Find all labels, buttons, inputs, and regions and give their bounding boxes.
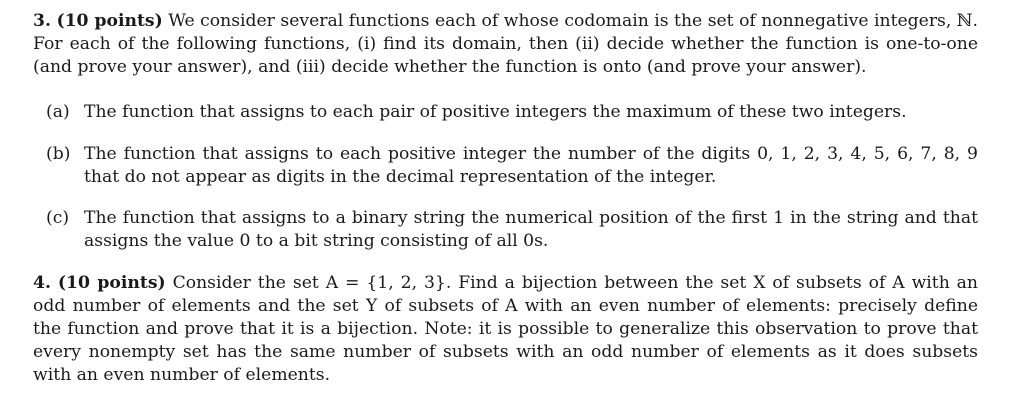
problem-3-points: (10 points) [56,11,163,31]
item-label: (a) [46,102,70,122]
item-text: The function that assigns to each positive integer the number of the digits 0, 1, 2, 3, 4, 5, 6, 7, 8, 9 that do not appear as digits in the decimal representation of the integer. [84,144,978,187]
problem-4-number: 4. [33,273,51,293]
problem-3-item-b [46,143,978,189]
problem-3-text: We consider several functions each of whose codomain is the set of nonnegative integers, ℕ. For each of the following functions, (i) find its domain, then (ii) decide whether the function is one-to-one (and prove your answer), and (iii) decide whether the function is onto (and prove your answer). [33,11,978,77]
problem-4-text: Consider the set A = {1, 2, 3}. Find a bijection between the set X of subsets of A with an odd number of elements and the set Y of subsets of A with an even number of elements: precisely define the function and prove that it is a bijection. Note: it is possible to generalize this observation to prove that every nonempty set has the same number of subsets with an odd number of elements as it does subsets with an even number of elements. [33,273,979,385]
problem-3 [33,10,978,79]
problem-3-item-a [46,101,978,124]
problem-3-number: 3. [33,11,51,31]
item-label: (b) [46,144,71,164]
problem-4-points: (10 points) [57,273,166,293]
problem-3-item-c [46,207,978,253]
item-label: (c) [46,208,70,228]
problem-4 [33,272,978,387]
item-text: The function that assigns to each pair of positive integers the maximum of these two integers. [84,102,907,122]
item-text: The function that assigns to a binary string the numerical position of the first 1 in the string and that assigns the value 0 to a bit string consisting of all 0s. [84,208,978,251]
